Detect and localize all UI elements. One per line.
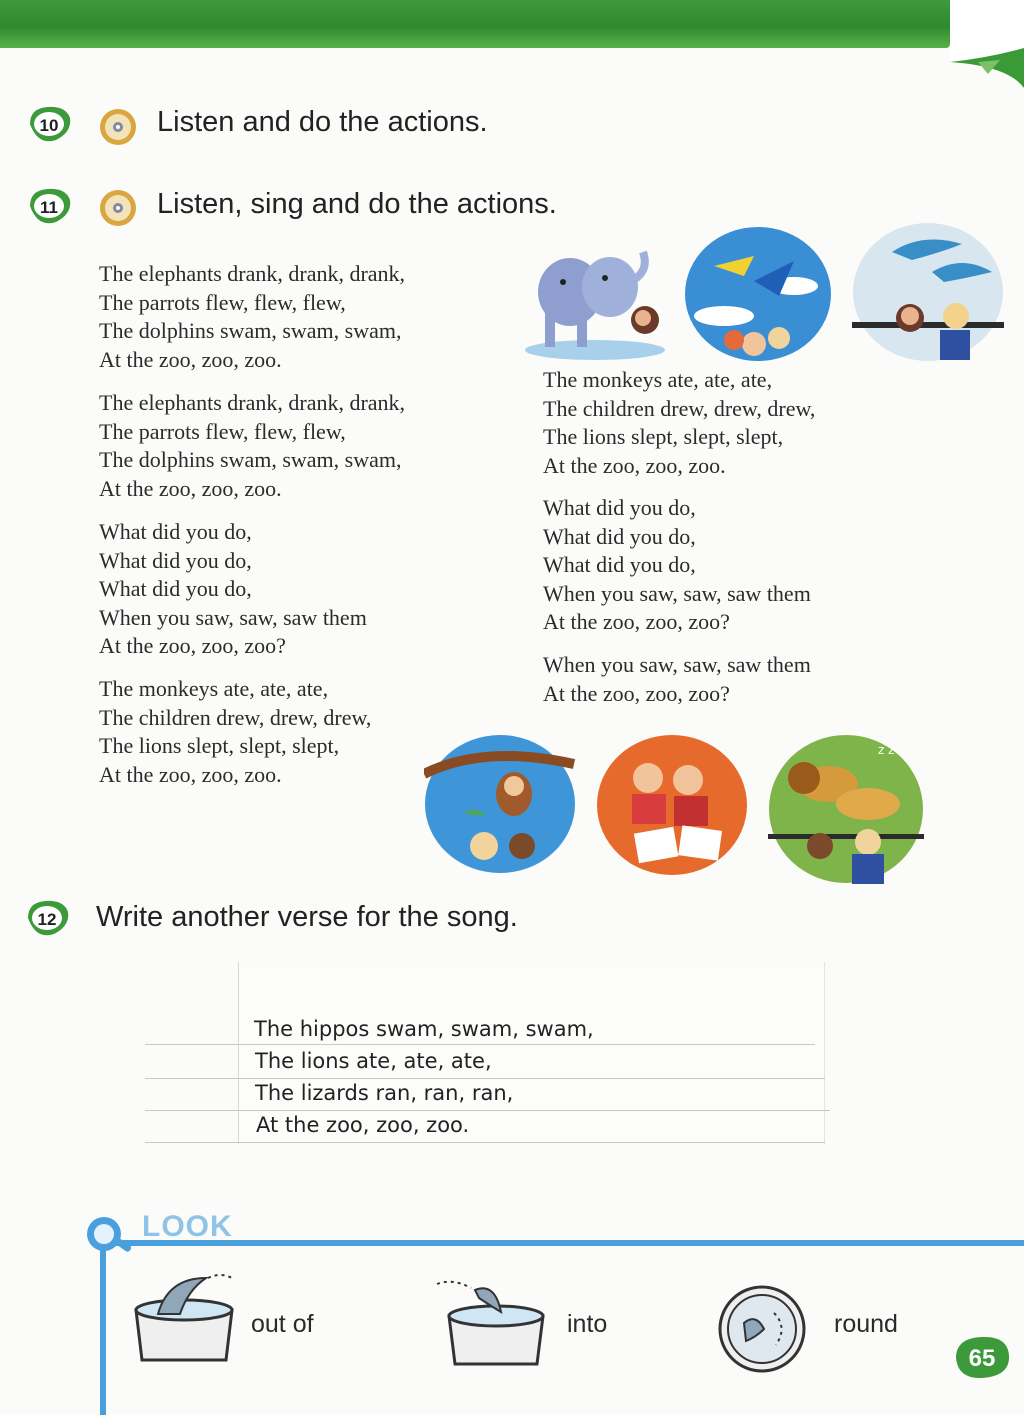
elephants-illustration xyxy=(515,232,665,360)
ruled-line xyxy=(145,1110,830,1111)
song-line: At the zoo, zoo, zoo. xyxy=(99,475,282,501)
song-line: What did you do, xyxy=(99,547,252,573)
song-line: What did you do, xyxy=(99,576,252,602)
page-number: 65 xyxy=(968,1345,996,1372)
song-line: What did you do, xyxy=(99,519,252,544)
exercise-number-badge xyxy=(26,104,72,144)
ruled-line xyxy=(145,1142,825,1143)
handwritten-line: The lions ate, ate, ate, xyxy=(255,1049,492,1073)
song-line: What did you do, xyxy=(543,523,696,549)
dolphins-illustration xyxy=(852,222,1004,362)
handwritten-line: At the zoo, zoo, zoo. xyxy=(256,1113,470,1137)
song-line: At the zoo, zoo, zoo? xyxy=(99,633,286,659)
song-line: At the zoo, zoo, zoo. xyxy=(543,452,726,478)
song-line: When you saw, saw, saw them xyxy=(543,580,811,606)
lions-illustration xyxy=(768,734,924,884)
song-line: The dolphins swam, swam, swam, xyxy=(99,447,402,473)
song-line: At the zoo, zoo, zoo? xyxy=(543,609,730,635)
look-label: LOOK xyxy=(142,1210,233,1243)
song-line: The dolphins swam, swam, swam, xyxy=(99,318,402,344)
exercise-number-badge xyxy=(24,898,70,938)
exercise-title: Listen and do the actions. xyxy=(157,106,488,138)
dolphin-into-pool-icon xyxy=(435,1278,550,1368)
top-banner xyxy=(0,0,950,48)
song-line: At the zoo, zoo, zoo? xyxy=(543,680,730,706)
exercise-number-badge xyxy=(26,186,72,226)
look-word: out of xyxy=(251,1310,314,1338)
song-line: When you saw, saw, saw them xyxy=(543,652,811,677)
song-verse xyxy=(543,494,811,637)
song-line: The children drew, drew, drew, xyxy=(99,704,372,730)
song-line: The parrots flew, flew, flew, xyxy=(99,289,346,315)
song-line: What did you do, xyxy=(543,495,696,520)
song-line: The children drew, drew, drew, xyxy=(543,395,816,421)
song-line: When you saw, saw, saw them xyxy=(99,604,367,630)
song-line: The monkeys ate, ate, ate, xyxy=(99,676,329,701)
ruled-line xyxy=(145,1078,825,1079)
monkeys-illustration xyxy=(424,734,576,874)
parrots-illustration xyxy=(684,226,832,362)
page-number-badge xyxy=(952,1334,1012,1380)
page-curl-decoration xyxy=(948,48,1024,98)
handwritten-line: The hippos swam, swam, swam, xyxy=(254,1017,594,1041)
look-box-left-border xyxy=(100,1240,106,1415)
song-verse xyxy=(99,518,367,661)
cd-audio-icon[interactable] xyxy=(98,107,138,147)
dolphin-out-of-pool-icon xyxy=(128,1270,240,1366)
song-line: The parrots flew, flew, flew, xyxy=(99,418,346,444)
song-line: At the zoo, zoo, zoo. xyxy=(99,346,282,372)
magnifier-icon xyxy=(78,1212,138,1260)
song-line: The elephants drank, drank, drank, xyxy=(99,390,406,415)
cd-audio-icon[interactable] xyxy=(98,188,138,228)
song-line: The lions slept, slept, slept, xyxy=(99,733,340,759)
children-drawing-illustration xyxy=(596,734,748,876)
song-line: The lions slept, slept, slept, xyxy=(543,424,784,450)
look-word: round xyxy=(834,1310,898,1338)
song-verse xyxy=(99,675,371,789)
song-line: At the zoo, zoo, zoo. xyxy=(99,761,282,787)
song-line: What did you do, xyxy=(543,552,696,578)
song-verse xyxy=(99,389,405,503)
exercise-title: Listen, sing and do the actions. xyxy=(157,188,557,220)
song-verse xyxy=(543,366,815,480)
song-verse xyxy=(543,651,811,708)
look-box-top-border xyxy=(100,1240,1024,1246)
song-line: The monkeys ate, ate, ate, xyxy=(543,367,773,392)
exercise-number-text: 12 xyxy=(37,910,57,929)
song-line: The elephants drank, drank, drank, xyxy=(99,261,406,286)
svg-text:z z z: z z z xyxy=(878,743,905,757)
song-verse xyxy=(99,260,405,374)
look-word: into xyxy=(567,1310,608,1338)
exercise-number-text: 10 xyxy=(39,116,59,135)
ruled-line xyxy=(145,1044,815,1045)
dolphin-round-pool-icon xyxy=(716,1283,808,1375)
handwritten-line: The lizards ran, ran, ran, xyxy=(255,1081,514,1105)
exercise-title: Write another verse for the song. xyxy=(96,901,518,933)
exercise-number-text: 11 xyxy=(40,198,58,217)
